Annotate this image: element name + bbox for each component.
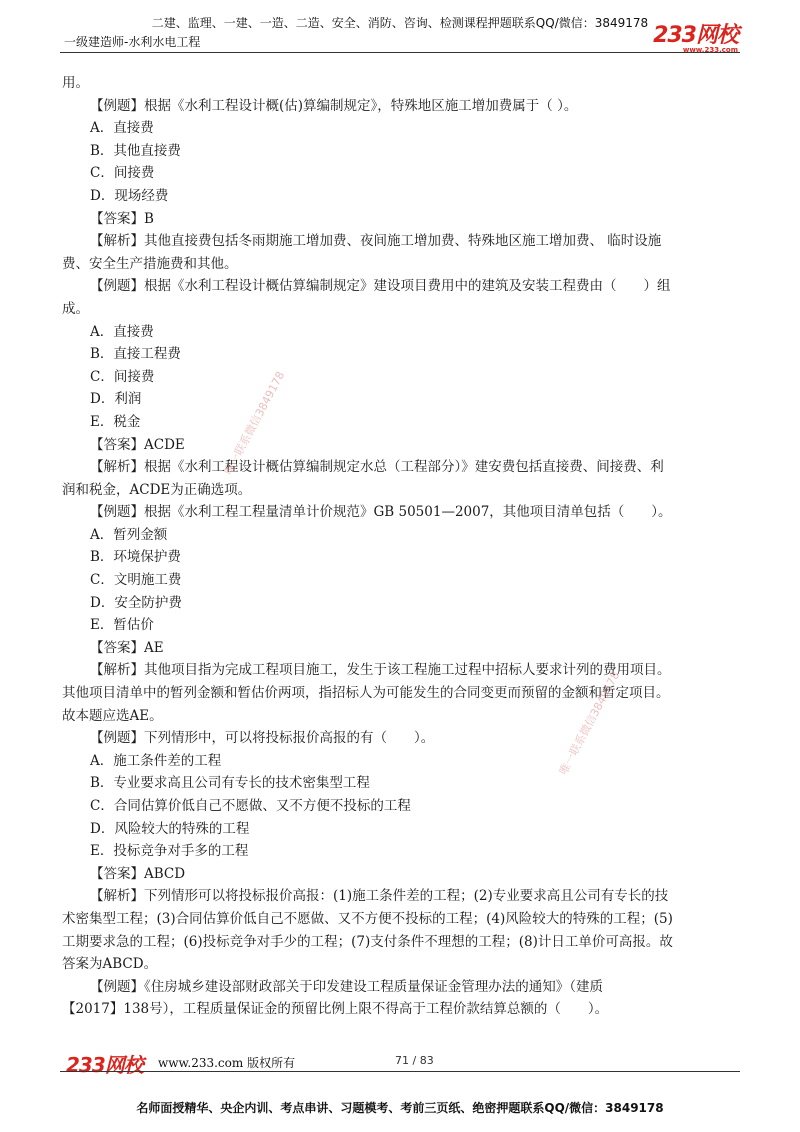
text-line: A．暂列金额 [90,526,168,543]
text-line: 【解析】其他直接费包括冬雨期施工增加费、夜间施工增加费、特殊地区施工增加费、 临时设施 [90,233,662,250]
footer-divider [60,1071,740,1072]
text-line: 【解析】下列情形可以将投标报价高报：(1)施工条件差的工程；(2)专业要求高且公司有专长的技 [90,888,669,905]
watermark: 唯一联系微信3849178 [221,369,288,478]
text-line: A．施工条件差的工程 [90,752,222,769]
text-line: 术密集型工程；(3)合同估算价低自己不愿做、又不方便不投标的工程；(4)风险较大的特殊的工程；(5) [62,910,673,927]
text-line: 【例题】《住房城乡建设部财政部关于印发建设工程质量保证金管理办法的通知》（建质 [90,978,603,995]
watermark: 唯一联系微信3849178 [556,669,623,778]
text-line: E．投标竞争对手多的工程 [90,843,249,860]
brand-logo-text: 233网校 [653,23,738,48]
text-line: 故本题应选AE。 [62,707,163,724]
document-subtitle: 一级建造师-水利水电工程 [64,35,201,49]
text-line: 【答案】ACDE [90,436,185,453]
text-line: 【解析】根据《水利工程设计概估算编制规定水总（工程部分）》建安费包括直接费、间接费、利 [90,459,664,476]
text-line: 其他项目清单中的暂列金额和暂估价两项，指招标人为可能发生的合同变更而预留的金额和暂定项目。 [62,685,670,702]
brand-logo-header [653,18,738,54]
text-line: 用。 [62,75,89,91]
text-line: B．环境保护费 [90,549,181,566]
text-line: B．其他直接费 [90,142,181,159]
text-line: 【解析】其他项目指为完成工程项目施工，发生于该工程施工过程中招标人要求计列的费用项目。 [90,662,671,679]
text-line: D．风险较大的特殊的工程 [90,820,250,837]
text-line: 【2017】138号），工程质量保证金的预留比例上限不得高于工程价款结算总额的（ ）。 [62,1001,609,1018]
text-line: E．暂估价 [90,617,154,634]
text-line: C．合同估算价低自己不愿做、又不方便不投标的工程 [90,798,411,814]
text-line: D．现场经费 [90,187,169,204]
text-line: 【例题】根据《水利工程工程量清单计价规范》GB 50501—2007，其他项目清单包括（ ）。 [90,504,672,521]
text-line: E．税金 [90,413,141,430]
text-line: 【答案】ABCD [90,865,186,882]
text-line: 费、安全生产措施费和其他。 [62,255,238,272]
text-line: 【答案】B [90,210,154,227]
text-line: C．间接费 [90,368,155,385]
text-line: 【例题】下列情形中，可以将投标报价高报的有（ ）。 [90,730,435,747]
text-line: C．文明施工费 [90,572,182,589]
text-line: A．直接费 [90,120,154,137]
text-line: 【答案】AE [90,639,164,656]
brand-logo-url: www.233.com [682,46,738,54]
text-line: C．间接费 [90,165,155,182]
text-line: 答案为ABCD。 [62,956,158,973]
footer-copyright: www.233.com 版权所有 [158,1056,296,1070]
footer-contact-line: 名师面授精华、央企内训、考点串讲、习题模考、考前三页纸、绝密押题联系QQ/微信：3849178 [136,1101,664,1115]
text-line: 成。 [62,300,89,317]
text-line: 工期要求急的工程；(6)投标竞争对手少的工程；(7)支付条件不理想的工程；(8)计日工单价可高报。故 [62,933,673,950]
header-divider [60,52,740,53]
page-number: 71 / 83 [395,1054,434,1067]
brand-logo-footer: 233网校 [66,1053,143,1077]
text-line: 【例题】根据《水利工程设计概估算编制规定》建设项目费用中的建筑及安装工程费由（ ）组 [90,278,671,295]
text-line: A．直接费 [90,323,154,340]
text-line: D．安全防护费 [90,594,182,611]
text-line: 润和税金，ACDE为正确选项。 [62,481,252,498]
header-contact-line: 二建、监理、一建、一造、二造、安全、消防、咨询、检测课程押题联系QQ/微信：3849178 [151,16,649,30]
text-line: B．直接工程费 [90,346,181,363]
text-line: 【例题】根据《水利工程设计概(估)算编制规定》，特殊地区施工增加费属于（ ）。 [90,97,578,114]
document-body [62,72,738,1021]
text-line: D．利润 [90,391,142,408]
text-line: B．专业要求高且公司有专长的技术密集型工程 [90,775,370,792]
